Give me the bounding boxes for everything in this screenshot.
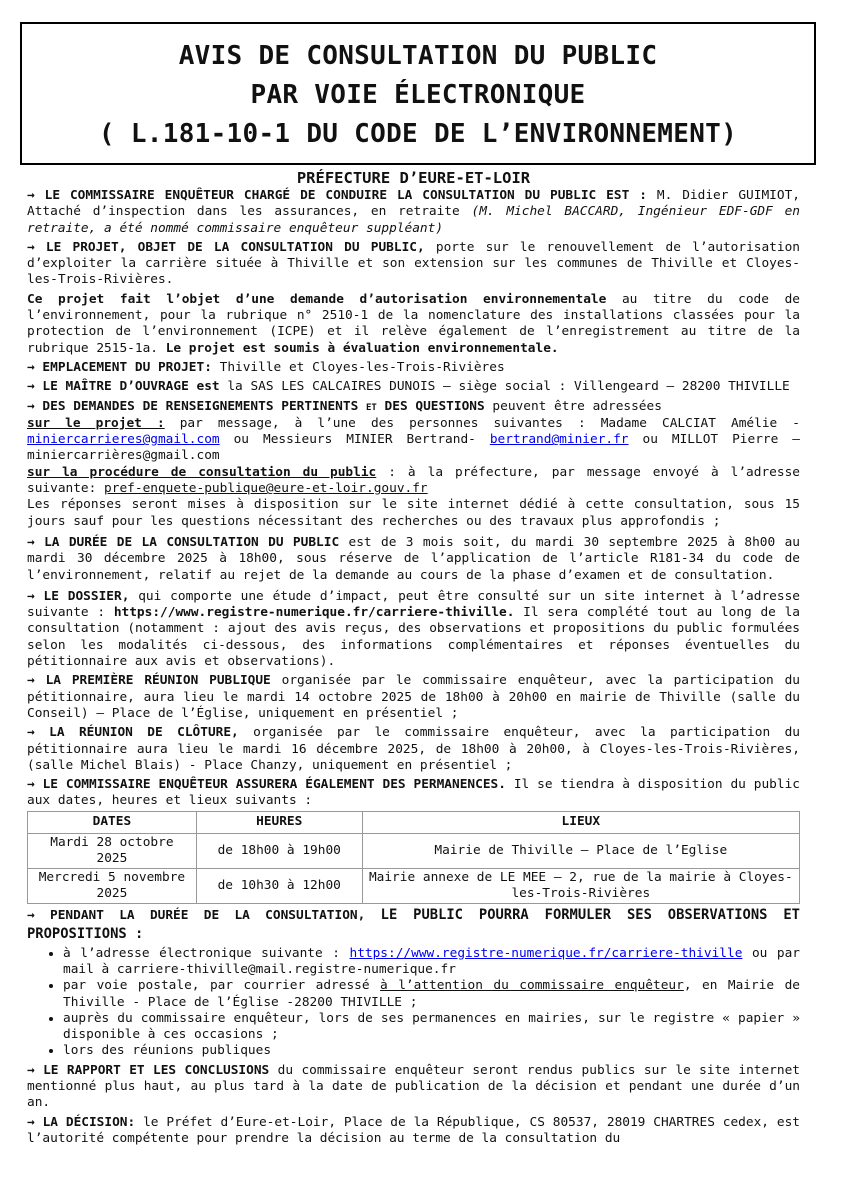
bullet-2-underlined: à l’attention du commissaire enquêteur — [380, 978, 684, 994]
dossier-text-2: Il sera complété tout au long de la consultation (notamment : ajout des avis reçus, des observations et propositions du public formulées selon les modalités ci-dessous, des informations complémentaires et réponses éventuelles du pétitionnaire aux avis et observations). — [27, 605, 801, 670]
premiere-head: → LA PREMIÈRE RÉUNION PUBLIQUE — [27, 673, 271, 689]
table-row — [28, 868, 800, 903]
bullet-2-text-2: , en Mairie de Thiville - Place de l’Église -28200 THIVILLE ; — [63, 978, 800, 1010]
table-header-dates: DATES — [28, 811, 197, 833]
list-item — [63, 946, 800, 979]
projet-head: → LE PROJET, OBJET DE LA CONSULTATION DU PUBLIC, — [27, 239, 425, 255]
email-link-minier[interactable]: bertrand@minier.fr — [489, 432, 629, 448]
dossier-head: → LE DOSSIER, — [27, 588, 130, 604]
table-cell-lieu: Mairie annexe de LE MEE – 2, rue de la mairie à Cloyes-les-Trois-Rivières — [362, 868, 799, 903]
table-cell-heures: de 18h00 à 19h00 — [196, 833, 362, 868]
decision-head: → LA DÉCISION: — [27, 1114, 136, 1130]
projet-contact-text-1: par message, à l’une des personnes suivantes : Madame CALCIAT Amélie - — [164, 415, 800, 431]
duree-paragraph — [27, 535, 800, 584]
projet-text: porte sur le renouvellement de l’autorisation d’exploiter la carrière située à Thiville et son extension sur les communes de Thiville et Cloyes-les-Trois-Rivières. — [27, 239, 800, 288]
dossier-paragraph — [27, 589, 800, 670]
observations-head-1: → PENDANT LA DURÉE DE LA CONSULTATION, — [27, 907, 381, 923]
bullet-1-text-2: ou par mail à carriere-thiville@mail.registre-numerique.fr — [63, 945, 800, 977]
premiere-reunion-paragraph — [27, 673, 800, 722]
rapport-text: du commissaire enquêteur seront rendus publics sur le site internet mentionné plus haut, au plus tard à la date de publication de la décision et pendant une durée d’un an. — [27, 1062, 800, 1111]
permanences-head: → LE COMMISSAIRE ENQUÊTEUR ASSURERA ÉGALEMENT DES PERMANENCES. — [27, 777, 506, 793]
permanences-paragraph — [27, 777, 800, 810]
emplacement-head: → EMPLACEMENT DU PROJET: — [27, 359, 212, 375]
commissaire-text: M. Didier GUIMIOT, Attaché d’inspection dans les assurances, en retraite — [27, 188, 800, 220]
reponses-paragraph: Les réponses seront mises à disposition sur le site internet dédié à cette consultation, sous 15 jours sauf pour les questions nécessitant des recherches ou des travaux plus approfondis ; — [27, 497, 800, 529]
procedure-text: : à la préfecture, par message envoyé à l’adresse suivante: — [27, 464, 800, 497]
commissaire-suppleant: (M. Michel BACCARD, Ingénieur EDF-GDF en retraite, a été nommé commissaire enquêteur suppléant) — [27, 204, 800, 236]
bullet-2-text-1: par voie postale, par courrier adressé — [63, 978, 381, 994]
maitre-paragraph — [27, 379, 800, 395]
title-line-1: AVIS DE CONSULTATION DU PUBLIC — [178, 41, 658, 71]
commissaire-paragraph — [27, 188, 800, 237]
table-header-heures: HEURES — [196, 811, 362, 833]
table-row — [28, 833, 800, 868]
table-cell-lieu: Mairie de Thiville – Place de l’Eglise — [362, 833, 799, 868]
maitre-text: la SAS LES CALCAIRES DUNOIS – siège social : Villengeard – 28200 THIVILLE — [219, 379, 790, 395]
title-line-3: ( L.181-10-1 DU CODE DE L’ENVIRONNEMENT) — [98, 119, 738, 149]
decision-text: le Préfet d’Eure-et-Loir, Place de la République, CS 80537, 28019 CHARTRES cedex, est l’autorité compétente pour prendre la décision au terme de la consultation du — [27, 1114, 800, 1146]
duree-text: est de 3 mois soit, du mardi 30 septembre 2025 à 8h00 au mardi 30 décembre 2025 à 18h00, sous réserve de l’application de l’article R181-34 du code de l’environnement, relatif au rejet de la demande au cours de la phase d’examen et de consultation. — [27, 534, 800, 583]
cloture-text: organisée par le commissaire enquêteur, avec la participation du pétitionnaire aura lieu le mardi 16 décembre 2025, de 18h00 à 20h00, à Cloyes-les-Trois-Rivières, (salle Michel Blais) - Place Chanzy, uniquement en présentiel ; — [27, 725, 800, 773]
demandes-procedure-paragraph — [27, 465, 800, 498]
demandes-heading — [27, 399, 800, 416]
table-cell-date: Mercredi 5 novembre 2025 — [28, 868, 197, 903]
autorisation-bold-2: Le projet est soumis à évaluation environnementale. — [165, 340, 559, 356]
dossier-url[interactable]: https://www.registre-numerique.fr/carriere-thiville. — [113, 605, 515, 621]
dossier-text-1: qui comporte une étude d’impact, peut être consulté sur un site internet à l’adresse suivante : — [27, 588, 800, 621]
title-box — [20, 22, 816, 165]
projet-label: sur le projet : — [27, 415, 165, 431]
notice-page — [27, 22, 800, 1147]
premiere-text: organisée par le commissaire enquêteur, avec la participation du pétitionnaire, aura lieu le mardi 14 octobre 2025 de 18h00 à 20h00 en mairie de Thiville (salle du Conseil) – Place de l’Église, uniquement en présentiel ; — [27, 673, 800, 721]
table-cell-date: Mardi 28 octobre 2025 — [28, 833, 197, 868]
demandes-head-2: DES QUESTIONS — [376, 398, 485, 414]
cloture-head: → LA RÉUNION DE CLÔTURE, — [27, 725, 239, 741]
table-header-row — [28, 811, 800, 833]
projet-paragraph — [27, 240, 800, 289]
autorisation-paragraph — [27, 292, 800, 357]
demandes-head-1: → DES DEMANDES DE RENSEIGNEMENTS PERTINENTS — [27, 398, 366, 414]
table-header-lieux: LIEUX — [362, 811, 799, 833]
demandes-et: ET — [366, 402, 377, 413]
list-item: • lors des réunions publiques — [63, 1043, 800, 1059]
demandes-projet-paragraph — [27, 416, 800, 465]
list-item: • auprès du commissaire enquêteur, lors de ses permanences en mairies, sur le registre « papier » disponible à ces occasions ; — [63, 1011, 800, 1044]
emplacement-text: Thiville et Cloyes-les-Trois-Rivières — [211, 359, 505, 375]
table-cell-heures: de 10h30 à 12h00 — [196, 868, 362, 903]
rapport-head: → LE RAPPORT ET LES CONCLUSIONS — [27, 1062, 270, 1078]
permanences-table — [27, 811, 800, 904]
commissaire-head: → LE COMMISSAIRE ENQUÊTEUR CHARGÉ DE CONDUIRE LA CONSULTATION DU PUBLIC EST : — [27, 188, 647, 203]
decision-paragraph — [27, 1115, 800, 1148]
email-link-calciat[interactable]: miniercarrieres@gmail.com — [27, 432, 220, 448]
registre-link[interactable]: https://www.registre-numerique.fr/carriere-thiville — [349, 945, 743, 961]
title-line-2: PAR VOIE ÉLECTRONIQUE — [250, 80, 586, 110]
autorisation-bold-1: Ce projet fait l’objet d’une demande d’autorisation environnementale — [27, 291, 607, 307]
procedure-label: sur la procédure de consultation du public — [27, 464, 377, 480]
rapport-paragraph — [27, 1063, 800, 1112]
observations-head-2: LE PUBLIC POURRA FORMULER SES OBSERVATIONS ET PROPOSITIONS : — [27, 906, 800, 942]
projet-contact-text-2: ou Messieurs MINIER Bertrand- — [219, 432, 490, 448]
demandes-text: peuvent être adressées — [484, 398, 662, 414]
autorisation-text: au titre du code de l’environnement, pour la rubrique n° 2510-1 de la nomenclature des installations classées pour la protection de l’environnement (ICPE) et il relève également de l’enregistrement au titre de la rubrique 2515-1a. — [27, 291, 800, 356]
projet-contact-text-3: ou MILLOT Pierre – miniercarrières@gmail.com — [27, 432, 800, 464]
observations-list — [27, 946, 800, 1060]
cloture-paragraph — [27, 725, 800, 774]
prefecture-heading: PRÉFECTURE D’EURE-ET-LOIR — [296, 169, 531, 187]
duree-head: → LA DURÉE DE LA CONSULTATION DU PUBLIC — [27, 534, 340, 550]
permanences-text: Il se tiendra à disposition du public aux dates, heures et lieux suivants : — [27, 777, 800, 809]
email-prefecture[interactable]: pref-enquete-publique@eure-et-loir.gouv.fr — [104, 481, 428, 497]
bullet-1-text: à l’adresse électronique suivante : — [63, 945, 350, 961]
emplacement-paragraph — [27, 360, 800, 376]
observations-heading — [27, 906, 800, 943]
maitre-head: → LE MAÎTRE D’OUVRAGE est — [27, 379, 220, 395]
list-item — [63, 978, 800, 1011]
